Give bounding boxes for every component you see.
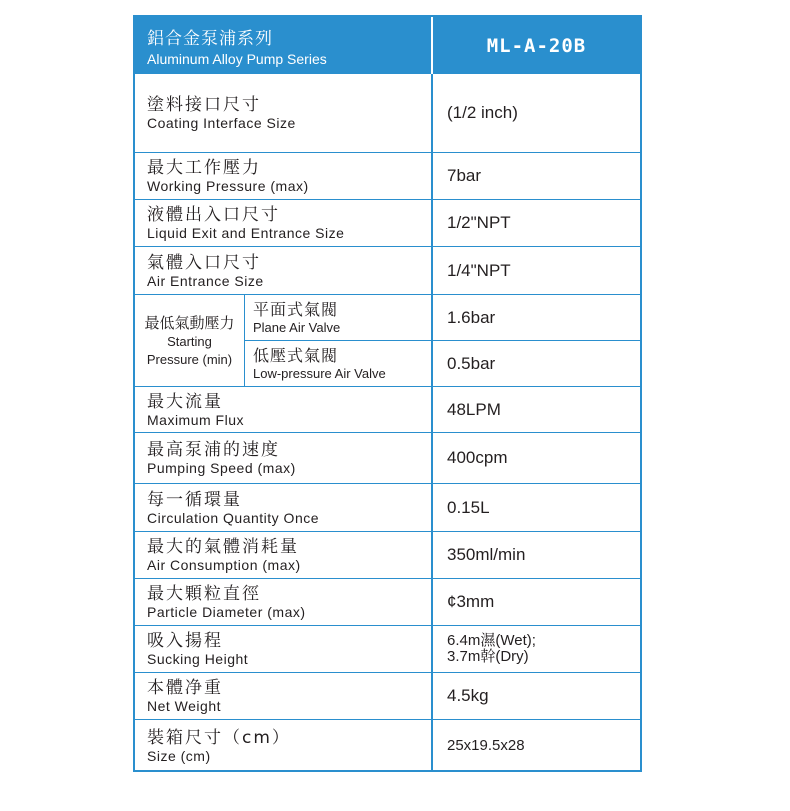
sub-label-zh: 低壓式氣閥 xyxy=(253,346,339,365)
starting-pressure-zh: 最低氣動壓力 xyxy=(144,313,235,332)
row-label-zh: 氣體入口尺寸 xyxy=(147,252,261,273)
sub-value-lowpressure: 0.5bar xyxy=(447,353,496,373)
row-label xyxy=(135,626,431,672)
row-value: 350ml/min xyxy=(447,545,526,564)
series-title-zh: 鋁合金泵浦系列 xyxy=(147,29,273,49)
table-row xyxy=(135,673,640,720)
row-value: (1/2 inch) xyxy=(447,103,518,122)
row-label-zh: 液體出入口尺寸 xyxy=(147,205,280,225)
row-label-zh: 本體净重 xyxy=(147,678,223,698)
row-label-en: Air Entrance Size xyxy=(147,272,264,289)
row-label-zh: 每一循環量 xyxy=(147,489,242,510)
row-label-en: Particle Diameter (max) xyxy=(147,604,306,620)
sub-label-lowpressure xyxy=(245,341,431,386)
row-label-zh: 最大工作壓力 xyxy=(147,158,261,178)
row-label-en: Liquid Exit and Entrance Size xyxy=(147,225,345,241)
row-value: 25x19.5x28 xyxy=(447,737,525,754)
row-label-zh: 最大流量 xyxy=(147,391,223,412)
row-label-en: Circulation Quantity Once xyxy=(147,509,320,526)
row-label-en: Size (cm) xyxy=(147,747,211,764)
row-value-line2: 3.7m幹(Dry) xyxy=(447,648,529,665)
row-label xyxy=(135,433,431,483)
table-row xyxy=(135,484,640,532)
model-number: ML-A-20B xyxy=(486,34,587,57)
table-row xyxy=(135,433,640,484)
sub-label-zh: 平面式氣閥 xyxy=(253,300,339,319)
row-label-en: Air Consumption (max) xyxy=(147,557,301,573)
row-value: 1/4"NPT xyxy=(447,260,511,280)
row-label-en: Net Weight xyxy=(147,698,221,714)
row-value: 48LPM xyxy=(447,399,501,419)
table-row xyxy=(135,720,640,771)
table-row xyxy=(135,74,640,153)
sub-label-en: Plane Air Valve xyxy=(253,320,341,335)
series-title-en: Aluminum Alloy Pump Series xyxy=(147,51,327,67)
row-value: 4.5kg xyxy=(447,686,489,705)
starting-pressure-en-1: Starting xyxy=(167,333,212,349)
row-label-en: Working Pressure (max) xyxy=(147,178,309,194)
sub-value-plane: 1.6bar xyxy=(447,307,496,327)
row-label xyxy=(135,532,431,578)
row-value: 0.15L xyxy=(447,497,490,517)
row-label-en: Sucking Height xyxy=(147,651,249,667)
spec-table xyxy=(133,15,642,772)
row-value: 1/2"NPT xyxy=(447,213,511,232)
table-header xyxy=(135,17,640,74)
row-value xyxy=(433,626,640,672)
row-label xyxy=(135,247,431,294)
starting-pressure-label xyxy=(135,295,245,386)
row-label-zh: 裝箱尺寸（cm） xyxy=(147,727,291,748)
table-row xyxy=(135,626,640,673)
row-label-en: Maximum Flux xyxy=(147,411,245,428)
row-label xyxy=(135,387,431,432)
row-label xyxy=(135,74,431,152)
sub-label-plane xyxy=(245,295,431,340)
row-label-en: Pumping Speed (max) xyxy=(147,460,296,476)
row-label xyxy=(135,200,431,246)
row-label-zh: 吸入揚程 xyxy=(147,631,223,651)
sub-label-en: Low-pressure Air Valve xyxy=(253,366,386,381)
row-value: ¢3mm xyxy=(447,592,495,611)
row-label xyxy=(135,484,431,531)
row-label-zh: 最大的氣體消耗量 xyxy=(147,537,299,557)
row-label xyxy=(135,673,431,719)
row-value-line1: 6.4m濕(Wet); xyxy=(447,632,536,649)
table-row xyxy=(135,387,640,433)
row-label-zh: 最大顆粒直徑 xyxy=(147,584,261,604)
row-label xyxy=(135,579,431,625)
row-label xyxy=(135,153,431,199)
row-label-en: Coating Interface Size xyxy=(147,115,296,131)
starting-pressure-group xyxy=(135,295,640,387)
row-label-zh: 塗料接口尺寸 xyxy=(147,95,261,115)
table-row xyxy=(135,532,640,579)
row-value: 400cpm xyxy=(447,448,508,467)
row-label-zh: 最高泵浦的速度 xyxy=(147,440,280,460)
table-row xyxy=(135,200,640,247)
row-label xyxy=(135,720,431,771)
row-value: 7bar xyxy=(447,166,482,185)
starting-pressure-en-2: Pressure (min) xyxy=(146,351,233,367)
table-row xyxy=(135,153,640,200)
table-row xyxy=(135,247,640,295)
table-row xyxy=(135,579,640,626)
